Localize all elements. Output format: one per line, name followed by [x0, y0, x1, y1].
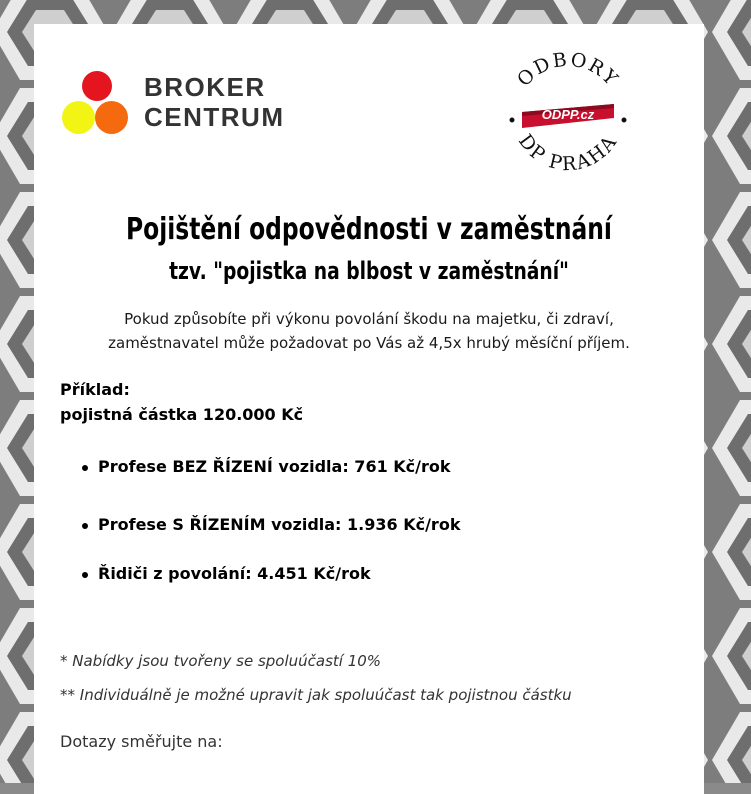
- example-amount: pojistná částka 120.000 Kč: [60, 405, 304, 424]
- offer-item-driving: Profese S ŘÍZENÍM vozidla: 1.936 Kč/rok: [98, 515, 461, 534]
- broker-centrum-logo: [62, 71, 312, 133]
- intro-paragraph: [34, 307, 704, 355]
- contact-prompt: Dotazy směřujte na:: [60, 732, 223, 751]
- page-subtitle: tzv. "pojistka na blbost v zaměstnání": [169, 257, 569, 285]
- example-block: [60, 377, 303, 427]
- footnote-individual: ** Individuálně je možné upravit jak spoluúčast tak pojistnou částku: [60, 686, 572, 704]
- logo-red-dot: [82, 71, 112, 101]
- logo-orange-dot: [95, 101, 128, 134]
- intro-line-2: zaměstnavatel může požadovat po Vás až 4,5x hrubý měsíční příjem.: [108, 334, 630, 352]
- flyer-card: [34, 24, 704, 794]
- intro-line-1: Pokud způsobíte při výkonu povolání škodu na majetku, či zdraví,: [124, 310, 614, 328]
- example-label: Příklad:: [60, 380, 130, 399]
- broker-centrum-wordmark: [144, 72, 285, 132]
- offer-item-professional-drivers: Řidiči z povolání: 4.451 Kč/rok: [98, 564, 371, 583]
- badge-center-text: ODPP.cz: [541, 107, 595, 122]
- page-title: Pojištění odpovědnosti v zaměstnání: [126, 212, 612, 247]
- odbory-dp-praha-badge: [498, 46, 638, 186]
- offer-item-no-driving: Profese BEZ ŘÍZENÍ vozidla: 761 Kč/rok: [98, 457, 451, 476]
- brand-line-1: BROKER: [144, 72, 266, 102]
- logo-yellow-dot: [62, 101, 95, 134]
- badge-top-text: ODBORY: [513, 48, 624, 91]
- footnote-deductible: * Nabídky jsou tvořeny se spoluúčastí 10%: [60, 652, 382, 670]
- brand-line-2: CENTRUM: [144, 102, 285, 132]
- badge-bottom-text: DP PRAHA: [513, 130, 623, 176]
